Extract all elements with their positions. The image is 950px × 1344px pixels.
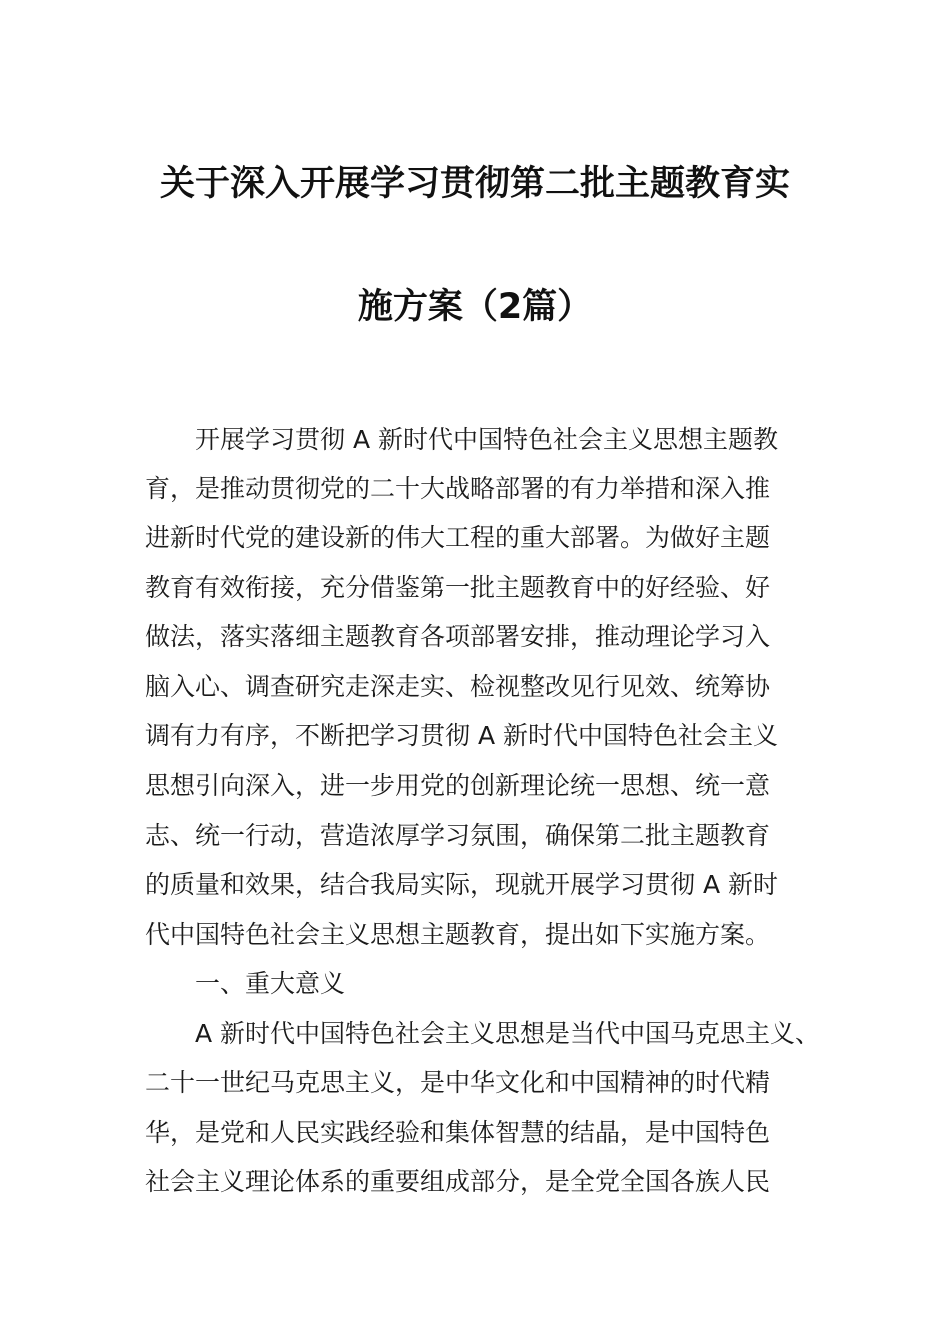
paragraph-line: A 新时代中国特色社会主义思想是当代中国马克思主义、 [195,1019,821,1048]
paragraph-line: 二十一世纪马克思主义，是中华文化和中国精神的时代精 [145,1068,771,1097]
paragraph-line: 育，是推动贯彻党的二十大战略部署的有力举措和深入推 [145,474,771,503]
paragraph-line: 思想引向深入，进一步用党的创新理论统一思想、统一意 [145,771,771,800]
paragraph-line: 进新时代党的建设新的伟大工程的重大部署。为做好主题 [145,523,771,552]
paragraph-line: 做法，落实落细主题教育各项部署安排，推动理论学习入 [145,622,771,651]
paragraph-line: 开展学习贯彻 A 新时代中国特色社会主义思想主题教 [195,425,778,454]
paragraph-line: 华，是党和人民实践经验和集体智慧的结晶，是中国特色 [145,1118,771,1147]
section-heading: 一、重大意义 [195,969,346,998]
document-title-line-2: 施方案（2篇） [357,287,593,327]
paragraph-line: 调有力有序，不断把学习贯彻 A 新时代中国特色社会主义 [145,721,778,750]
paragraph-line: 志、统一行动，营造浓厚学习氛围，确保第二批主题教育 [145,821,771,850]
paragraph-line: 的质量和效果，结合我局实际，现就开展学习贯彻 A 新时 [145,870,778,899]
paragraph-line: 代中国特色社会主义思想主题教育，提出如下实施方案。 [145,920,771,949]
paragraph-line: 脑入心、调查研究走深走实、检视整改见行见效、统筹协 [145,672,771,701]
paragraph-line: 教育有效衔接，充分借鉴第一批主题教育中的好经验、好 [145,573,771,602]
document-title-line-1: 关于深入开展学习贯彻第二批主题教育实 [159,164,790,204]
paragraph-line: 社会主义理论体系的重要组成部分，是全党全国各族人民 [145,1167,771,1196]
